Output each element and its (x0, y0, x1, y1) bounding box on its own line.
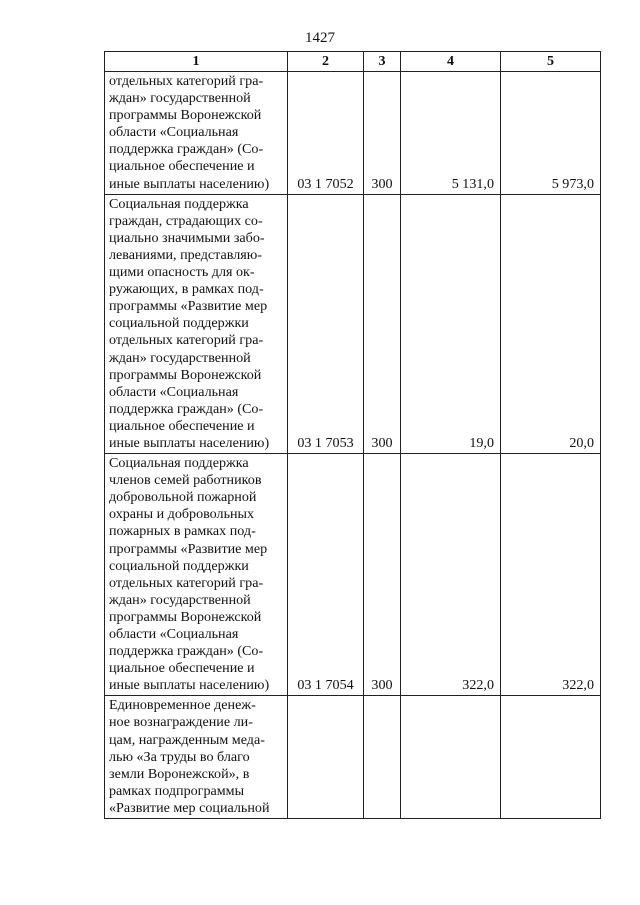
amount-column-5: 20,0 (501, 194, 601, 453)
description-line: иные выплаты населению) (109, 175, 270, 192)
description-line: иные выплаты населению) (109, 677, 270, 694)
amount-column-4 (401, 696, 501, 819)
description-line: лью «За труды во благо (109, 748, 250, 765)
description-line: программы «Развитие мер (109, 298, 268, 315)
description-line: граждан, страдающих со- (109, 212, 263, 229)
description-line: ружающих, в рамках под- (109, 281, 264, 298)
amount-column-5 (501, 696, 601, 819)
description-line: ждан» государственной (109, 349, 251, 366)
target-article-code: 03 1 7053 (288, 194, 364, 453)
description-line: циальное обеспечение и (109, 158, 255, 175)
description-line: циально значимыми забо- (109, 229, 265, 246)
budget-table (104, 51, 601, 819)
description-line: поддержка граждан» (Со- (109, 141, 264, 158)
description-line: области «Социальная (109, 124, 239, 141)
table-row (105, 194, 601, 453)
description-line: леваниями, представляю- (109, 246, 262, 263)
description-line: отдельных категорий гра- (109, 574, 264, 591)
description-line: отдельных категорий гра- (109, 332, 264, 349)
description-line: членов семей работников (109, 472, 262, 489)
expense-type-code: 300 (364, 72, 401, 195)
description-line: добровольной пожарной (109, 489, 257, 506)
column-header-4: 4 (401, 52, 501, 72)
expense-type-code (364, 696, 401, 819)
description-line: ное вознаграждение ли- (109, 714, 253, 731)
description-line: циальное обеспечение и (109, 417, 255, 434)
description-line: Единовременное денеж- (109, 697, 256, 714)
description-line: области «Социальная (109, 383, 239, 400)
description-line: иные выплаты населению) (109, 434, 270, 451)
expense-type-code: 300 (364, 454, 401, 696)
description-line: программы «Развитие мер (109, 540, 268, 557)
description-line: поддержка граждан» (Со- (109, 400, 264, 417)
target-article-code: 03 1 7054 (288, 454, 364, 696)
target-article-code: 03 1 7052 (288, 72, 364, 195)
row-description (105, 696, 288, 819)
description-line: рамках подпрограммы (109, 782, 245, 799)
amount-column-4: 322,0 (401, 454, 501, 696)
column-header-5: 5 (501, 52, 601, 72)
amount-column-4: 5 131,0 (401, 72, 501, 195)
description-line: социальной поддержки (109, 557, 249, 574)
description-line: ждан» государственной (109, 591, 251, 608)
description-line: щими опасность для ок- (109, 264, 255, 281)
description-line: охраны и добровольных (109, 506, 255, 523)
table-row (105, 454, 601, 696)
row-description (105, 454, 288, 696)
description-line: программы Воронежской (109, 608, 262, 625)
description-line: программы Воронежской (109, 366, 262, 383)
description-line: ждан» государственной (109, 90, 251, 107)
expense-type-code: 300 (364, 194, 401, 453)
table-row (105, 72, 601, 195)
description-line: поддержка граждан» (Со- (109, 643, 264, 660)
column-header-2: 2 (288, 52, 364, 72)
amount-column-5: 322,0 (501, 454, 601, 696)
page-number: 1427 (305, 30, 335, 46)
amount-column-5: 5 973,0 (501, 72, 601, 195)
description-line: Социальная поддержка (109, 455, 249, 472)
amount-column-4: 19,0 (401, 194, 501, 453)
row-description (105, 194, 288, 453)
header-row (105, 52, 601, 72)
description-line: области «Социальная (109, 626, 239, 642)
description-line: программы Воронежской (109, 107, 262, 124)
column-header-1: 1 (105, 52, 288, 72)
description-line: Социальная поддержка (109, 195, 249, 212)
description-line: «Развитие мер социальной (109, 799, 270, 816)
description-line: циальное обеспечение и (109, 660, 255, 677)
target-article-code (288, 696, 364, 819)
row-description (105, 72, 288, 195)
column-header-3: 3 (364, 52, 401, 72)
description-line: пожарных в рамках под- (109, 523, 256, 540)
description-line: цам, награжденным меда- (109, 731, 265, 748)
description-line: социальной поддержки (109, 315, 249, 332)
description-line: отдельных категорий гра- (109, 73, 264, 89)
table-row (105, 696, 601, 819)
description-line: земли Воронежской», в (109, 765, 250, 782)
